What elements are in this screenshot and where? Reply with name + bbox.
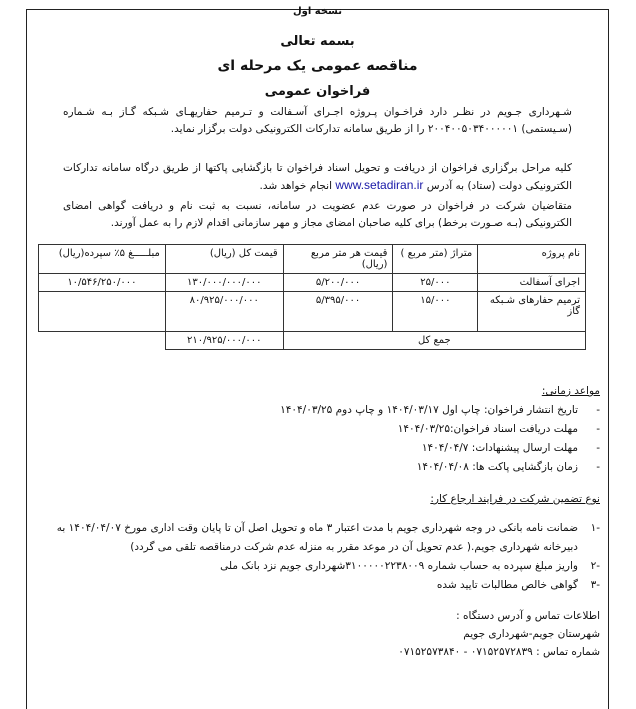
tender-title: مناقصه عمومی یک مرحله ای: [217, 58, 418, 74]
schedule-item-text: مهلت ارسال پیشنهادات: ۱۴۰۴/۰۴/۷: [421, 442, 578, 454]
bismillah-heading: بسمه تعالی: [280, 34, 355, 49]
setad-link[interactable]: www.setadiran.ir: [335, 178, 424, 192]
list-item: [40, 576, 600, 595]
guarantee-item-text: واریز مبلغ سپرده به حساب شماره ۳۱۰۰۰۰۰۲۲۳۸۰۰۹شهرداری جویم نزد بانک ملی: [220, 560, 578, 572]
list-item: [40, 519, 600, 557]
list-item: [40, 401, 600, 420]
schedule-item-text: تاریخ انتشار فراخوان: چاپ اول ۱۴۰۴/۰۳/۱۷ و چاپ دوم ۱۴۰۴/۰۳/۲۵: [280, 404, 578, 416]
col-project-name: نام پروژه: [478, 245, 586, 274]
table-row: [39, 292, 586, 332]
list-item: [40, 458, 600, 477]
cell-deposit: ۱۰/۵۴۶/۲۵۰/۰۰۰: [39, 274, 166, 292]
empty-cell: [39, 332, 166, 350]
intro-paragraph: شـهرداری جـویم در نظـر دارد فراخـوان پـروژه اجـرای آسـفالت و تـرمیم حفاریهـای شـبکه گـاز بـه شـماره (سـیستمی) ۲۰۰۴۰۰۵۰۳۴۰۰۰۰۰۱ را از طریق سامانه تدارکات الکترونیکی دولت برگزار نماید.: [63, 106, 572, 135]
table-row: [39, 274, 586, 292]
schedule-title: مواعد زمانی:: [541, 385, 600, 397]
list-marker: -۲: [590, 560, 600, 572]
list-marker: -۳: [590, 579, 600, 591]
col-deposit: مبلـــــغ ۵٪ سپرده(ریال): [39, 245, 166, 274]
copy-tag: نسخه اول: [292, 6, 342, 17]
process-text-a: کلیه مراحل برگزاری فراخوان از دریافت و تحویل اسناد فراخوان تا بازگشایی پاکتها از طریق درگاه سامانه تدارکات الکترونیکی دولت (ستاد) به آدرس: [63, 162, 572, 192]
list-marker: -: [596, 423, 600, 435]
cell-total-price: ۱۳۰/۰۰۰/۰۰۰/۰۰۰: [165, 274, 283, 292]
schedule-item-text: مهلت دریافت اسناد فراخوان:۱۴۰۴/۰۳/۲۵: [397, 423, 578, 435]
list-marker: -: [596, 442, 600, 454]
contact-title: اطلاعات تماس و آدرس دستگاه :: [456, 610, 600, 622]
cell-unit-price: ۵/۲۰۰/۰۰۰: [283, 274, 393, 292]
process-paragraph: [63, 160, 572, 195]
process-text-b: انجام خواهد شد.: [259, 180, 333, 192]
col-unit-price: قیمت هر متر مربع (ریال): [283, 245, 393, 274]
cell-total-price: ۸۰/۹۲۵/۰۰۰/۰۰۰: [165, 292, 283, 332]
contact-address: شهرستان جویم-شهرداری جویم: [463, 628, 600, 640]
contact-section: [40, 607, 600, 661]
col-area: متراژ (متر مربع ): [393, 245, 478, 274]
announcement-frame: [26, 6, 609, 709]
cell-project-name: اجرای آسفالت: [478, 274, 586, 292]
cell-area: ۱۵/۰۰۰: [393, 292, 478, 332]
contact-phones: شماره تماس : ۰۷۱۵۲۵۷۲۸۳۹ - ۰۷۱۵۲۵۷۳۸۴۰: [398, 646, 600, 658]
schedule-item-text: زمان بازگشایی پاکت ها: ۱۴۰۴/۰۴/۰۸: [416, 461, 578, 473]
cell-unit-price: ۵/۳۹۵/۰۰۰: [283, 292, 393, 332]
table-sum-row: [39, 332, 586, 350]
table-header-row: [39, 245, 586, 274]
guarantee-title: نوع تضمین شرکت در فرایند ارجاع کار:: [430, 493, 600, 505]
cell-deposit: [39, 292, 166, 332]
list-marker: -: [596, 461, 600, 473]
cell-area: ۲۵/۰۰۰: [393, 274, 478, 292]
sum-label: جمع کل: [283, 332, 585, 350]
guarantee-section: [40, 490, 600, 595]
schedule-section: [40, 382, 600, 477]
list-item: [40, 420, 600, 439]
sum-value: ۲۱۰/۹۲۵/۰۰۰/۰۰۰: [165, 332, 283, 350]
cell-project-name: ترمیم حفارهای شـبکه گاز: [478, 292, 586, 332]
list-item: [40, 439, 600, 458]
tender-table: [38, 244, 586, 350]
applicants-paragraph: متقاضیان شرکت در فراخوان در صورت عدم عضویت در سامانه، نسبت به ثبت نام و دریافت گواهی امضای الکترونیکی (بـه صـورت برخط) برای کلیه صاحبان امضای مجاز و مهر سازمانی اقدام لازم را به عمل آورند.: [63, 200, 572, 229]
guarantee-item-text: ضمانت نامه بانکی در وجه شهرداری جویم با مدت اعتبار ۳ ماه و تحویل اصل آن تا پایان وقت اداری مورخ ۱۴۰۴/۰۴/۰۷ به دبیرخانه شهرداری جویم.( عدم تحویل آن در موعد مقرر به منزله عدم شرکت درمناقصه تلقی می گردد): [56, 522, 578, 553]
public-call-heading: فراخوان عمومی: [264, 84, 371, 99]
guarantee-item-text: گواهی خالص مطالبات تایید شده: [436, 579, 578, 591]
list-marker: -: [596, 404, 600, 416]
col-total-price: قیمت کل (ریال): [165, 245, 283, 274]
list-item: [40, 557, 600, 576]
list-marker: -۱: [590, 522, 600, 534]
